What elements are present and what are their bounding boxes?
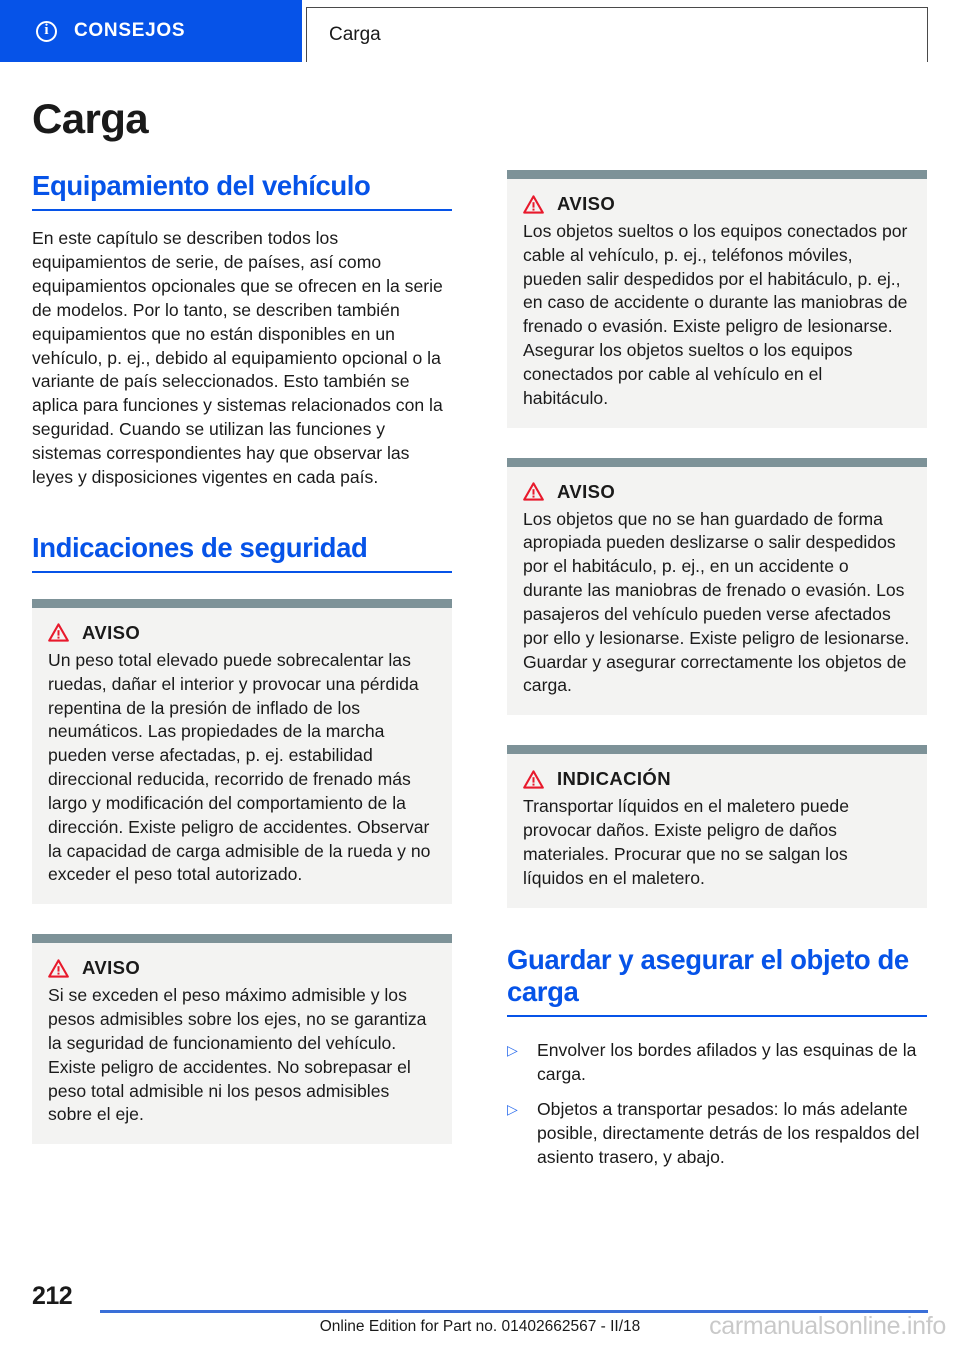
section-heading-indicaciones: Indicaciones de seguridad (32, 532, 452, 573)
spacer (32, 211, 452, 227)
notice-label: AVISO (82, 621, 141, 643)
content-columns (32, 170, 928, 1170)
spacer (32, 904, 452, 934)
page-number: 212 (32, 1282, 73, 1310)
page-header (0, 0, 960, 62)
warning-triangle-icon (523, 482, 544, 501)
notice-text: Un peso total elevado puede sobrecalentar las ruedas, dañar el interior y provocar una pérdida repentina de la presión de inflado de los neumáticos. Las propiedades de la marcha pueden verse afectadas, p. ej. estabilidad direccional reducida, recorrido de frenado más largo y modificación del comportamiento de la dirección. Existe peligro de accidentes. Observar la capacidad de carga admisible de la rueda y no exceder el peso total autorizado. (48, 649, 431, 885)
spacer (32, 573, 452, 599)
notice-box (507, 745, 927, 907)
notice-label: AVISO (557, 480, 616, 502)
warning-triangle-icon (48, 623, 69, 642)
notice-text: Los objetos sueltos o los equipos conectados por cable al vehículo, p. ej., teléfonos móviles, pueden salir despedidos por el habitáculo, p. ej., en caso de accidente o durante las maniobras de frenado o evasión. Existe peligro de lesionarse. Asegurar los objetos sueltos o los equipos conectados por cable al vehículo en el habitáculo. (523, 221, 908, 408)
header-section-label: Carga (329, 24, 381, 45)
notice-label: INDICACIÓN (557, 768, 671, 790)
list-item-text: Envolver los bordes afilados y las esquinas de la carga. (537, 1040, 917, 1085)
notice-box (507, 458, 927, 716)
spacer (507, 428, 927, 458)
section-heading-equipamiento: Equipamiento del vehículo (32, 170, 452, 211)
spacer (507, 908, 927, 944)
page-title: Carga (32, 95, 149, 142)
spacer (507, 1017, 927, 1039)
triangle-bullet-icon: ▷ (507, 1101, 518, 1118)
intro-paragraph: En este capítulo se describen todos los equipamientos de serie, de países, así como equipamientos opcionales que se ofrecen en la serie de modelos. Por lo tanto, se describen también equipamientos que no están disponibles en un vehículo, p. ej., debido al equipamiento opcional o la variante de país seleccionados. Esto también se aplica para funciones y sistemas relacionados con la seguridad. Cuando se utilizan las funciones y sistemas correspondientes hay que observar las leyes y disposiciones vigentes en cada país. (32, 228, 443, 487)
notice-label: AVISO (82, 957, 141, 979)
section-heading-guardar: Guardar y asegurar el objeto de carga (507, 944, 927, 1018)
list-item (507, 1039, 927, 1087)
notice-text: Si se exceden el peso máximo admisible y los pesos admisibles sobre los ejes, no se garantiza la seguridad de funcionamiento del vehículo. Existe peligro de accidentes. No sobrepasar el peso total admisible ni los pesos admisibles sobre el eje. (48, 985, 427, 1125)
notice-header (48, 957, 436, 979)
notice-text: Los objetos que no se han guardado de forma apropiada pueden deslizarse o salir despedidos por el habitáculo, p. ej., en un accidente o durante las maniobras de frenado o evasión. Los pasajeros del vehículo pueden verse afectados por ello y lesionarse. Existe peligro de lesionarse. Guardar y asegurar correctamente los objetos de carga. (523, 508, 910, 696)
warning-triangle-icon (523, 195, 544, 214)
info-icon-glyph: i (44, 22, 49, 38)
notice-label: AVISO (557, 193, 616, 214)
spacer (507, 715, 927, 745)
list-item (507, 1098, 927, 1169)
bullet-list (507, 1039, 927, 1169)
notice-header (523, 481, 911, 503)
notice-box (507, 170, 927, 428)
notice-box (32, 934, 452, 1144)
notice-text: Transportar líquidos en el maletero puede provocar daños. Existe peligro de daños materiales. Procurar que no se salgan los líquidos en el maletero. (523, 796, 849, 888)
list-item-text: Objetos a transportar pesados: lo más adelante posible, directamente detrás de los respaldos del asiento trasero, y abajo. (537, 1099, 920, 1167)
warning-triangle-icon (48, 959, 69, 978)
right-column (507, 170, 927, 1170)
info-circle-icon (36, 21, 57, 42)
header-chapter-tab[interactable] (0, 0, 302, 62)
triangle-bullet-icon: ▷ (507, 1042, 518, 1059)
notice-header (48, 622, 436, 644)
warning-triangle-icon (523, 770, 544, 789)
footer-edition-text: Online Edition for Part no. 01402662567 - II/18 (319, 1318, 641, 1335)
spacer (32, 490, 452, 532)
header-section-tab[interactable] (306, 7, 928, 62)
header-chapter-label: CONSEJOS (74, 20, 186, 41)
notice-box (32, 599, 452, 904)
notice-header (523, 193, 911, 215)
notice-header (523, 768, 911, 790)
page-footer (0, 1272, 960, 1362)
left-column (32, 170, 452, 1170)
watermark-text: carmanualsonline.info (709, 1312, 946, 1340)
